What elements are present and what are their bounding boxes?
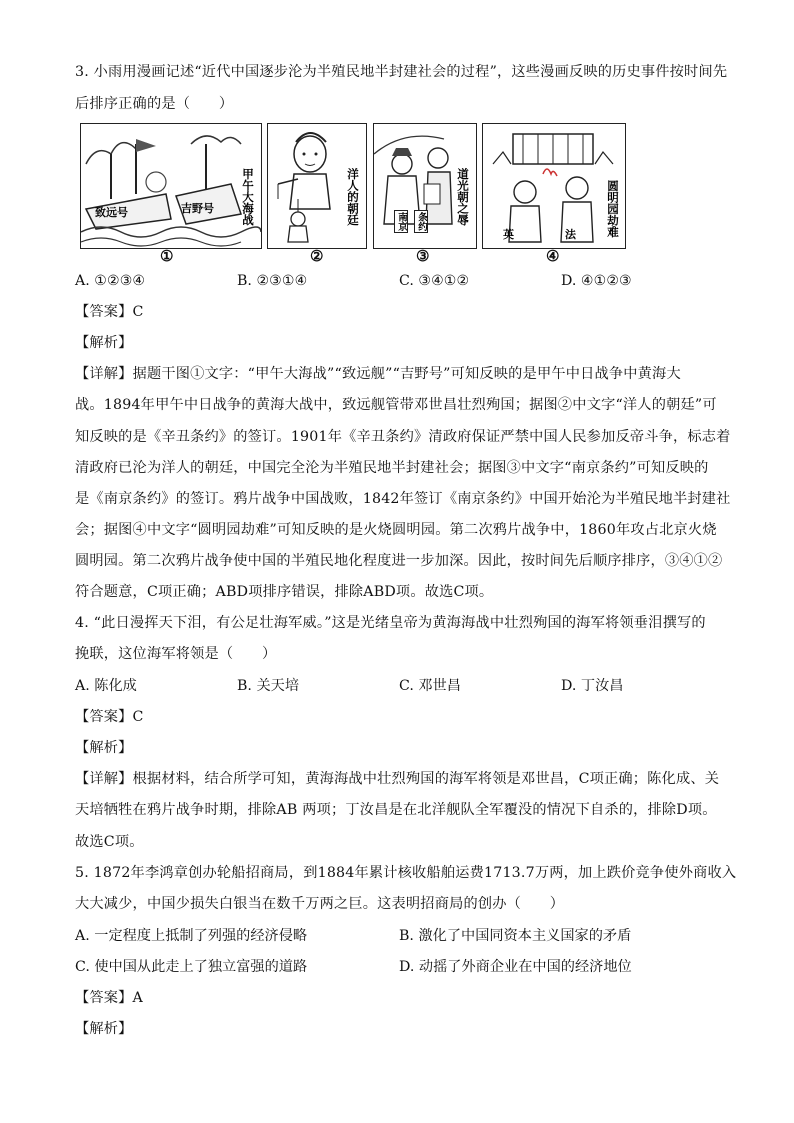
panel3-caption: 道光朝之辱 <box>456 168 470 226</box>
q4-option-a[interactable]: A. 陈化成 <box>75 678 137 694</box>
q3-option-a[interactable]: A. ①②③④ <box>75 273 146 289</box>
q3-detail-line: 清政府已沦为洋人的朝廷，中国完全沦为半殖民地半封建社会；据图③中文字“南京条约”可知反映的 <box>75 460 709 476</box>
cartoon-panel-2 <box>267 123 367 249</box>
figure-label-france: 法 <box>565 228 576 241</box>
ship-label-zhiyuan: 致远号 <box>95 206 128 219</box>
q5-stem-line1: 5. 1872年李鸿章创办轮船招商局，到1884年累计核收船舶运费1713.7万两，加上跌价竞争使外商收入 <box>75 865 737 881</box>
q3-stem-line1: 3. 小雨用漫画记述“近代中国逐步沦为半殖民地半封建社会的过程”，这些漫画反映的历史事件按时间先 <box>75 64 728 80</box>
q4-stem-line2: 挽联，这位海军将领是（ ） <box>75 646 277 662</box>
q4-option-b[interactable]: B. 关天培 <box>237 678 300 694</box>
q5-option-b[interactable]: B. 激化了中国同资本主义国家的矛盾 <box>399 928 632 944</box>
cartoon-panel-1 <box>80 123 262 249</box>
q3-detail-line: 战。1894年甲午中日战争的黄海大战中，致远舰管带邓世昌壮烈殉国；据图②中文字“洋人的朝廷”可 <box>75 397 717 413</box>
cartoon-panel-3 <box>373 123 477 249</box>
panel2-caption: 洋人的朝廷 <box>346 168 360 226</box>
figure-label-britain: 英 <box>503 228 514 241</box>
q4-analysis-heading: 【解析】 <box>75 740 133 756</box>
q5-answer: 【答案】A <box>75 990 143 1006</box>
naval-battle-illustration <box>81 124 261 248</box>
q5-option-d[interactable]: D. 动摇了外商企业在中国的经济地位 <box>399 959 632 975</box>
treaty-doc-label-2: 条约 <box>416 212 427 231</box>
q4-option-d[interactable]: D. 丁汝昌 <box>561 678 624 694</box>
panel1-caption: 甲午大海战 <box>241 168 255 226</box>
ship-label-yoshino: 吉野号 <box>181 202 214 215</box>
q4-detail-line: 天培牺牲在鸦片战争时期，排除AB 两项；丁汝昌是在北洋舰队全军覆没的情况下自杀的，排除D项。 <box>75 802 717 818</box>
q3-detail-line: 知反映的是《辛丑条约》的签订。1901年《辛丑条约》清政府保证严禁中国人民参加反帝斗争，标志着 <box>75 429 731 445</box>
panel-number-1: ① <box>160 247 174 265</box>
q3-stem-line2: 后排序正确的是（ ） <box>75 96 234 112</box>
q4-stem-line1: 4. “此日漫挥天下泪，有公足壮海军威。”这是光绪皇帝为黄海海战中壮烈殉国的海军将领垂泪撰写的 <box>75 615 706 631</box>
q5-option-a[interactable]: A. 一定程度上抵制了列强的经济侵略 <box>75 928 308 944</box>
q3-detail-line: 符合题意，C项正确；ABD项排序错误，排除ABD项。故选C项。 <box>75 584 494 600</box>
q3-answer: 【答案】C <box>75 304 144 320</box>
q5-analysis-heading: 【解析】 <box>75 1021 133 1037</box>
q4-option-c[interactable]: C. 邓世昌 <box>399 678 461 694</box>
q5-stem-line2: 大大减少，中国少损失白银当在数千万两之巨。这表明招商局的创办（ ） <box>75 896 565 912</box>
panel4-caption: 圆明园劫难 <box>606 180 620 238</box>
panel-number-4: ④ <box>546 247 560 265</box>
q3-option-d[interactable]: D. ④①②③ <box>561 273 632 289</box>
treaty-doc-label-1: 南京 <box>396 212 407 231</box>
panel-number-3: ③ <box>416 247 430 265</box>
q3-analysis-heading: 【解析】 <box>75 335 133 351</box>
q3-option-b[interactable]: B. ②③①④ <box>237 273 308 289</box>
q3-detail-line: 会；据图④中文字“圆明园劫难”可知反映的是火烧圆明园。第二次鸦片战争中，1860年攻占北京火烧 <box>75 522 717 538</box>
q3-detail-line: 圆明园。第二次鸦片战争使中国的半殖民地化程度进一步加深。因此，按时间先后顺序排序，③④①② <box>75 553 723 569</box>
q5-option-c[interactable]: C. 使中国从此走上了独立富强的道路 <box>75 959 308 975</box>
q3-detail-line: 【详解】据题干图①文字：“甲午大海战”“致远舰”“吉野号”可知反映的是甲午中日战争中黄海大 <box>75 366 681 382</box>
q4-detail-line: 【详解】根据材料，结合所学可知，黄海海战中壮烈殉国的海军将领是邓世昌，C项正确；陈化成、关 <box>75 771 720 787</box>
q3-detail-line: 是《南京条约》的签订。鸦片战争中国战败，1842年签订《南京条约》中国开始沦为半殖民地半封建社 <box>75 491 731 507</box>
q3-option-c[interactable]: C. ③④①② <box>399 273 470 289</box>
panel-number-2: ② <box>310 247 324 265</box>
cartoon-panel-4 <box>482 123 626 249</box>
q4-answer: 【答案】C <box>75 709 144 725</box>
q4-detail-line: 故选C项。 <box>75 834 144 850</box>
